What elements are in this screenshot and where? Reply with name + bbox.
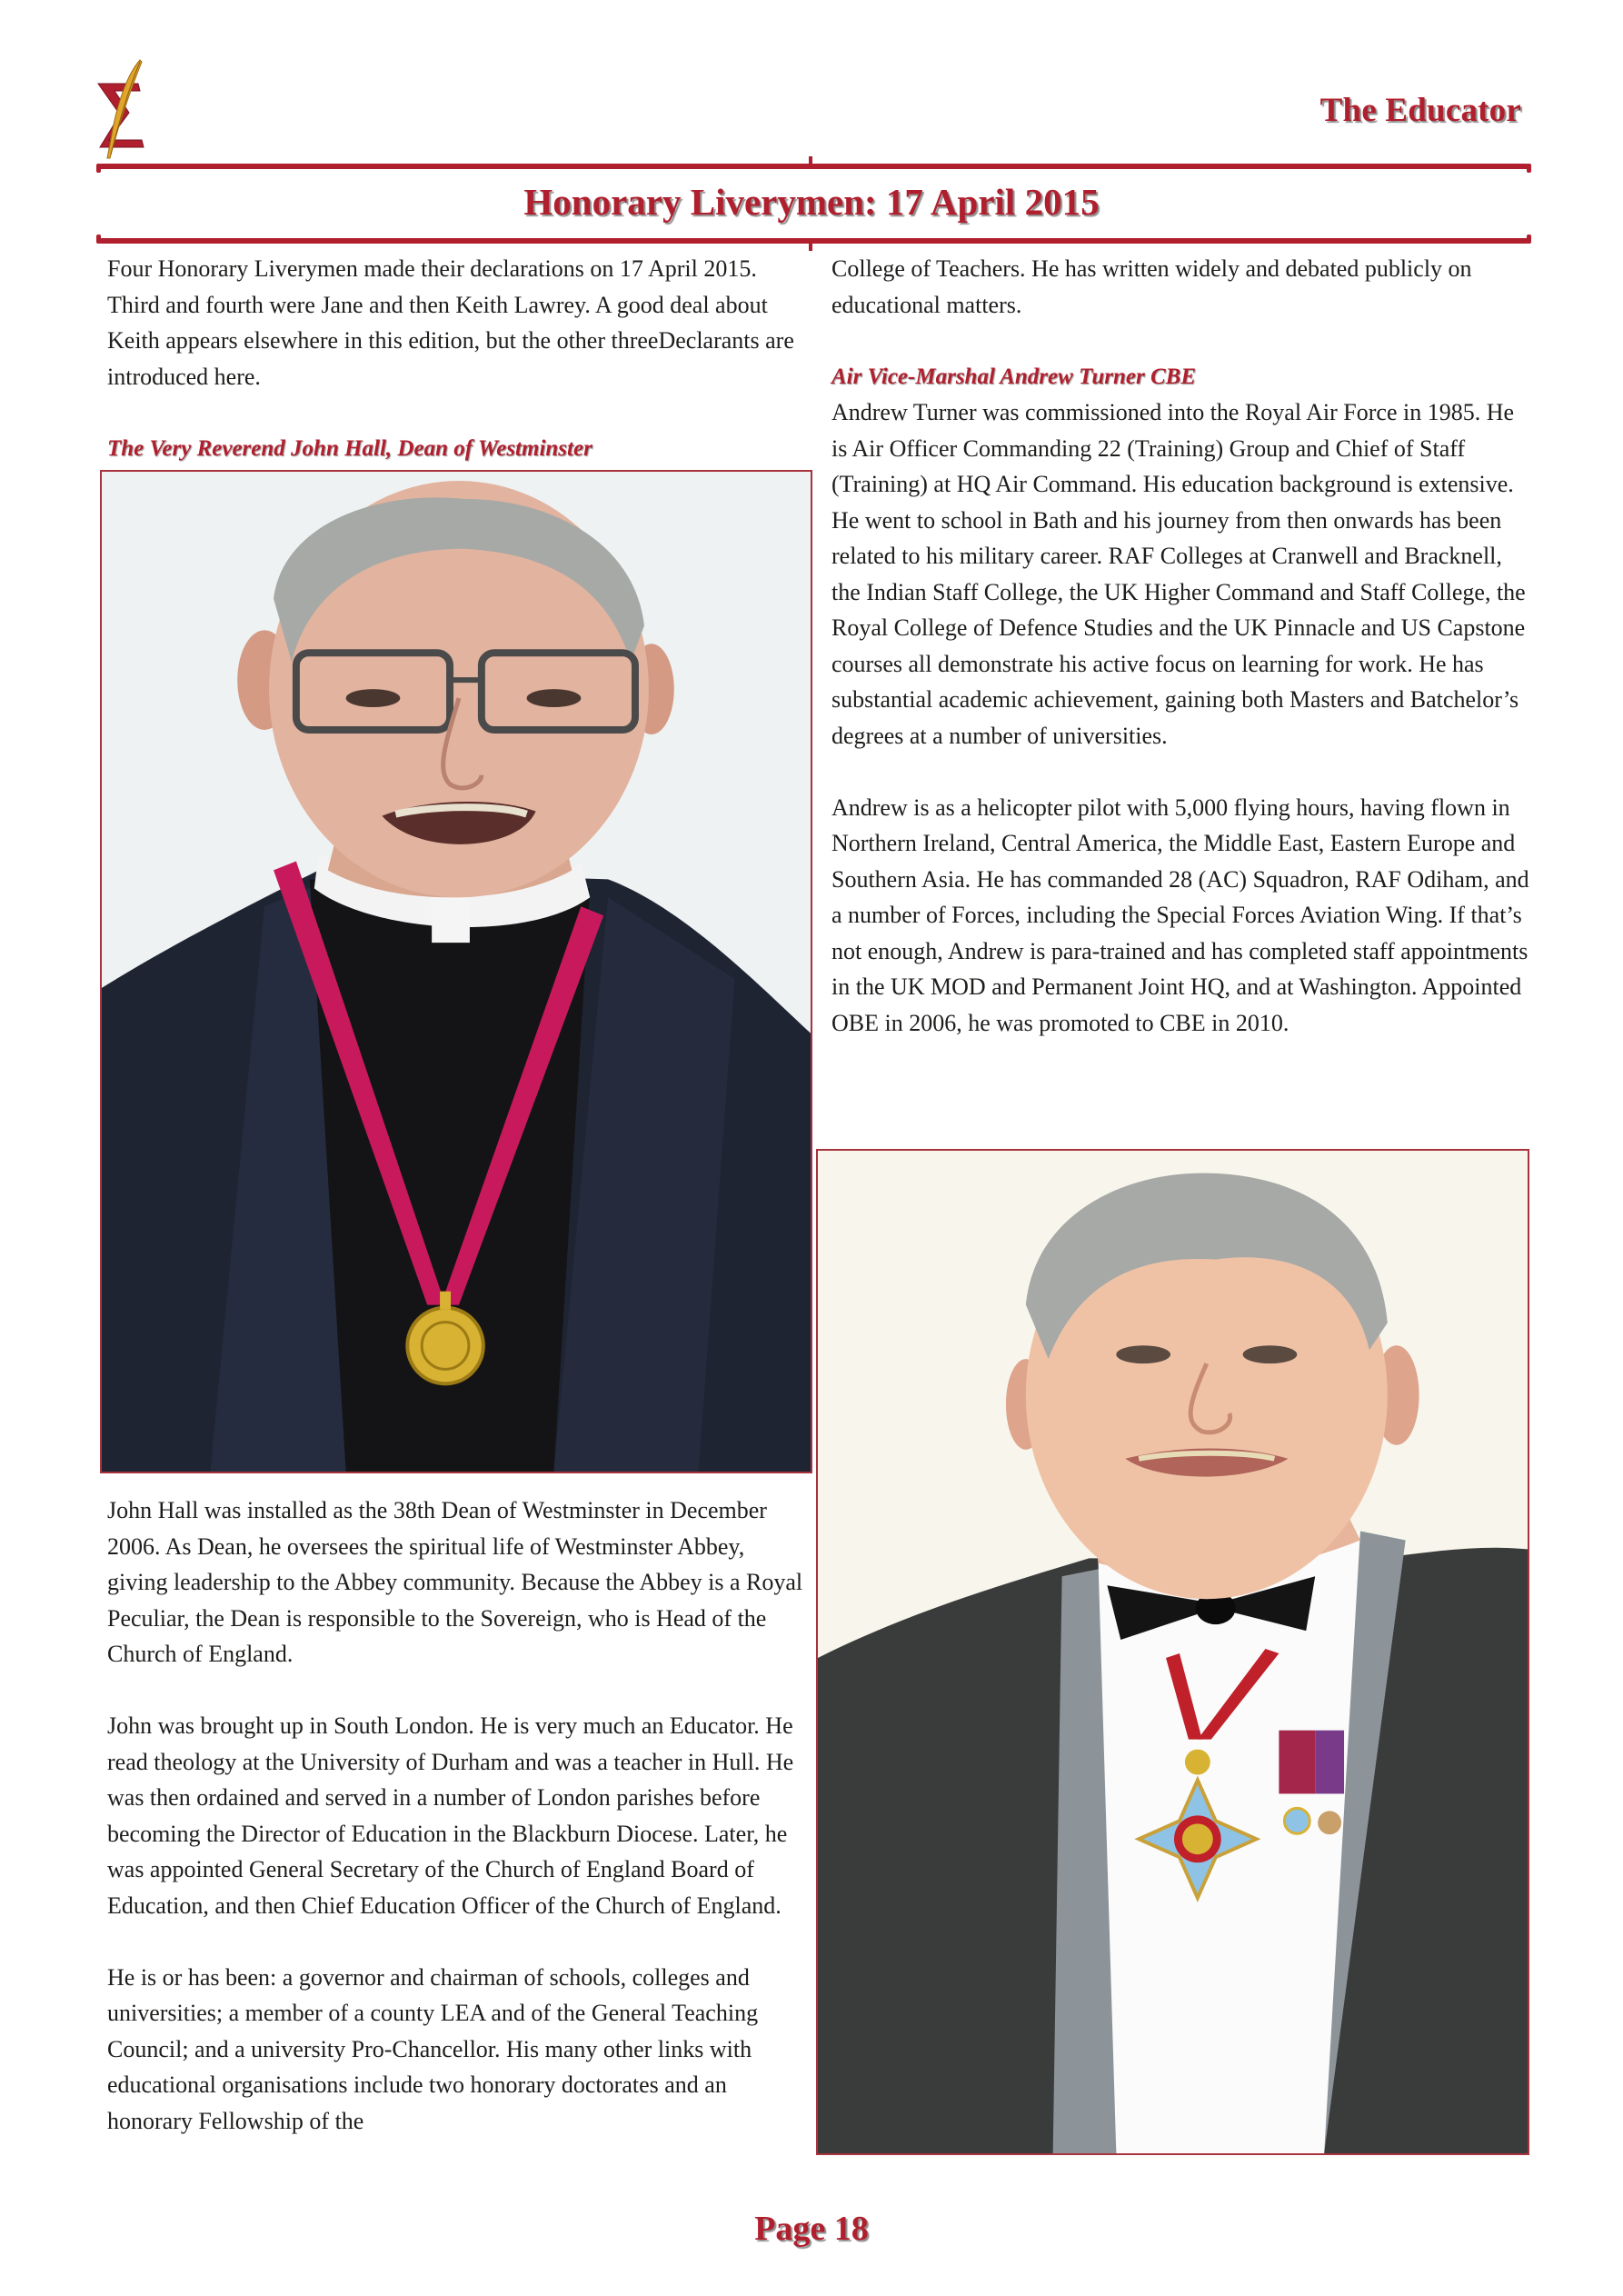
page-number: Page 18 (754, 2210, 869, 2248)
intro-paragraph: Four Honorary Liverymen made their declarations on 17 April 2015. Third and fourth were Jane and then Keith Lawrey. A good deal about Keith appears elsewhere in this edition, but the other threeDeclarants are introduced here. (107, 255, 794, 390)
john-hall-paragraph-3: He is or has been: a governor and chairman of schools, colleges and universities; a member of a county LEA and of the General Teaching Council; and a university Pro-Chancellor. His many other links with educational organisations include two honorary doctorates and an honorary Fellowship of the (107, 1963, 759, 2134)
title-rule-bottom (98, 238, 1529, 244)
left-column-top (107, 251, 807, 466)
rule-tick-top (809, 156, 812, 164)
john-hall-paragraph-2: John was brought up in South London. He is very much an Educator. He read theology at the University of Durham and was a teacher in Hull. He was then ordained and served in a number of London parishes before becoming the Director of Education in the Blackburn Diocese. Later, he was appointed General Secretary of the Church of England Board of Education, and then Chief Education Officer of the Church of England. (107, 1712, 794, 1919)
section-heading-john-hall: The Very Reverend John Hall, Dean of Westminster (107, 435, 592, 461)
sigma-quill-logo-icon (91, 56, 154, 161)
portrait-john-hall-image (102, 472, 811, 1472)
left-column-bottom (107, 1492, 807, 2139)
section-heading-andrew-turner: Air Vice-Marshal Andrew Turner CBE (831, 364, 1197, 389)
publication-name: The Educator (1319, 92, 1521, 129)
article-title: Honorary Liverymen: 17 April 2015 (523, 181, 1100, 223)
portrait-andrew-turner-image (818, 1151, 1528, 2153)
andrew-turner-paragraph-2: Andrew is as a helicopter pilot with 5,000 flying hours, having flown in Northern Ireland, Central America, the Middle East, Eastern Europe and Southern Asia. He has commanded 28 (AC) Squadron, RAF Odiham, and a number of Forces, including the Special Forces Aviation Wing. If that’s not enough, Andrew is para-trained and has completed staff appointments in the UK MOD and Permanent Joint HQ, and at Washington. Appointed OBE in 2006, he was promoted to CBE in 2010. (831, 794, 1529, 1036)
john-hall-paragraph-1: John Hall was installed as the 38th Dean of Westminster in December 2006. As Dean, he oversees the spiritual life of Westminster Abbey, giving leadership to the Abbey community. Because the Abbey is a Royal Peculiar, the Dean is responsible to the Sovereign, who is Head of the Church of England. (107, 1497, 803, 1667)
andrew-turner-paragraph-1: Andrew Turner was commissioned into the Royal Air Force in 1985. He is Air Officer Commanding 22 (Training) Group and Chief of Staff (Training) at HQ Air Command. His education background is extensive. He went to school in Bath and his journey from then onwards has been related to his military career. RAF Colleges at Cranwell and Bracknell, the Indian Staff College, the UK Higher Command and Staff College, the Royal College of Defence Studies and the UK Pinnacle and US Capstone courses all demonstrate his active focus on learning for work. He has substantial academic achievement, gaining both Masters and Batchelor’s degrees at a number of universities. (831, 399, 1526, 749)
title-rule-top (98, 164, 1529, 169)
john-hall-paragraph-4: College of Teachers. He has written widely and debated publicly on educational matters. (831, 255, 1472, 318)
rule-tick-bottom (809, 244, 812, 251)
right-column (831, 251, 1531, 1041)
photo-andrew-turner (816, 1149, 1529, 2155)
photo-john-hall (100, 470, 812, 1473)
